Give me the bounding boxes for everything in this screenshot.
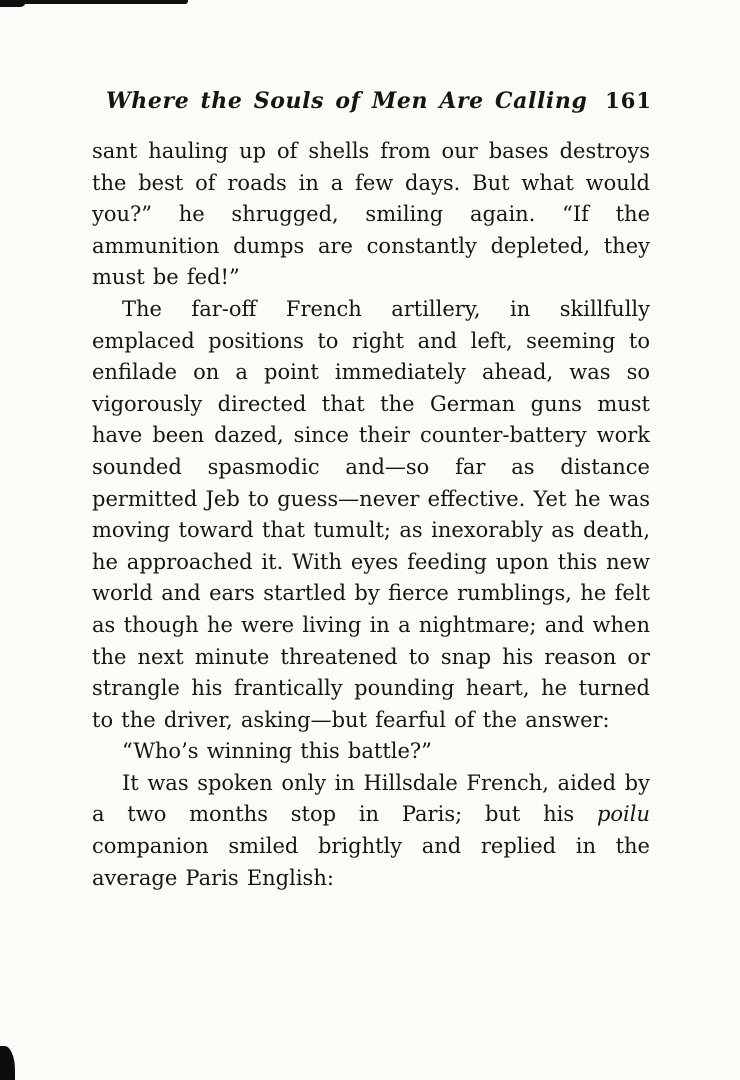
text-segment: sant hauling up of shells from our bases destroys the best of roads in a few days. But what would you?” he shrugged, smiling again. “If the ammunition dumps are constantly depleted, they must be fed!” bbox=[92, 139, 650, 290]
scan-artifact-bottom-corner bbox=[0, 1046, 15, 1080]
scan-artifact-top-edge bbox=[0, 0, 188, 4]
page-number: 161 bbox=[605, 88, 652, 113]
text-segment: “Who’s winning this battle?” bbox=[122, 739, 432, 764]
text-segment: The far-off French artillery, in skillfully emplaced positions to right and left, seeming to enfilade on a point immediately ahead, was so vigorously directed that the German guns must have been dazed, since their counter-battery work sounded spasmodic and—so far as distance permitted Jeb to guess—never effective. Yet he was moving toward that tumult; as inexorably as death, he approached it. With eyes feeding upon this new world and ears startled by fierce rumblings, he felt as though he were living in a nightmare; and when the next minute threatened to snap his reason or strangle his frantically pounding heart, he turned to the driver, asking—but fearful of the answer: bbox=[92, 296, 650, 732]
paragraph bbox=[92, 768, 650, 894]
paragraph bbox=[92, 136, 650, 294]
paragraph bbox=[92, 294, 650, 736]
paragraph bbox=[92, 736, 650, 768]
running-head bbox=[106, 88, 652, 114]
text-segment: It was spoken only in Hillsdale French, aided by a two months stop in Paris; but his bbox=[92, 770, 650, 827]
running-head-title: Where the Souls of Men Are Calling bbox=[106, 88, 588, 114]
text-segment-italic: poilu bbox=[596, 802, 650, 827]
page-body bbox=[92, 136, 650, 894]
text-segment: companion smiled brightly and replied in the average Paris English: bbox=[92, 834, 650, 890]
